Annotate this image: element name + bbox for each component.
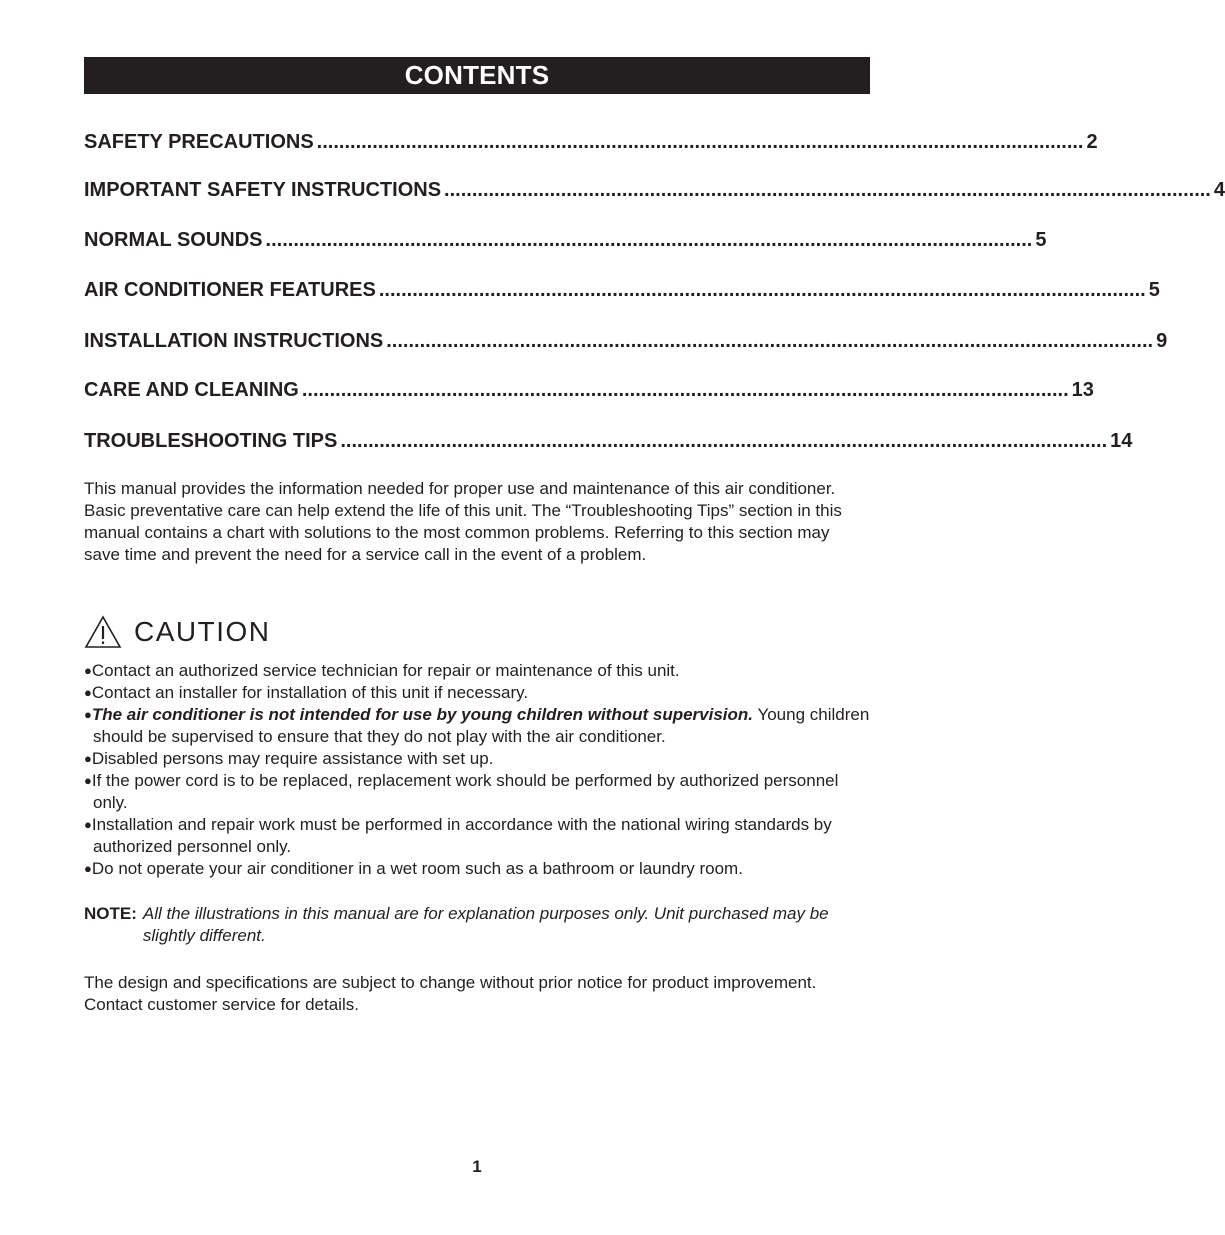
toc-leader-dots: .......................................................................................................................................... (386, 330, 1154, 352)
bullet: ● (84, 773, 92, 788)
toc-leader-dots: .......................................................................................................................................... (444, 179, 1211, 201)
caution-item (84, 770, 874, 814)
caution-item-text: Contact an authorized service technician for repair or maintenance of this unit. (91, 661, 680, 680)
caution-item-text: Installation and repair work must be performed in accordance with the national wiring standards by authorized personnel only. (91, 815, 832, 856)
toc-entry-page: 5 (1035, 229, 1047, 251)
caution-item (84, 704, 874, 748)
intro-paragraph: This manual provides the information needed for proper use and maintenance of this air conditioner. Basic preventative care can help extend the life of this unit. The “Troubleshooting Tips” section in this manual contains a chart with solutions to the most common problems. Referring to this section may save time and prevent the need for a service call in the event of a problem. (84, 479, 842, 564)
toc-entry-page: 4 (1213, 179, 1225, 201)
toc-entry (84, 279, 1160, 305)
toc-entry-title: SAFETY PRECAUTIONS (84, 131, 314, 153)
caution-item (84, 682, 874, 704)
caution-item-text: Do not operate your air conditioner in a wet room such as a bathroom or laundry room. (91, 859, 743, 878)
toc-entry-title: IMPORTANT SAFETY INSTRUCTIONS (84, 179, 442, 201)
toc-leader-dots: .......................................................................................................................................... (378, 279, 1146, 301)
toc-entry-title: CARE AND CLEANING (84, 379, 299, 401)
bullet: ● (84, 861, 92, 876)
caution-item-text: Contact an installer for installation of this unit if necessary. (91, 683, 529, 702)
toc-entry (84, 229, 1047, 255)
toc-entry-title: NORMAL SOUNDS (84, 229, 263, 251)
caution-list (84, 660, 874, 880)
toc-entry-page: 2 (1086, 131, 1098, 153)
bullet: ● (84, 685, 92, 700)
contents-title: CONTENTS (404, 60, 550, 90)
caution-item (84, 660, 874, 682)
caution-item-text: If the power cord is to be replaced, replacement work should be performed by authorized personnel only. (91, 771, 839, 812)
toc-entry-page: 13 (1071, 379, 1094, 401)
caution-item (84, 858, 874, 880)
toc-entry (84, 179, 1225, 205)
caution-item (84, 748, 874, 770)
note-block (84, 903, 864, 947)
toc-entry-title: TROUBLESHOOTING TIPS (84, 430, 338, 452)
toc-leader-dots: .......................................................................................................................................... (301, 379, 1069, 401)
design-notice: The design and specifications are subject to change without prior notice for product improvement. Contact customer service for details. (84, 973, 817, 1014)
toc-entry (84, 131, 1098, 157)
contents-header (84, 57, 870, 94)
page-number: 1 (472, 1157, 482, 1176)
note-label: NOTE: (84, 904, 137, 923)
caution-item-emphasis: The air conditioner is not intended for use by young children without supervision. (91, 705, 754, 724)
note-text: All the illustrations in this manual are for explanation purposes only. Unit purchased may be slightly different. (142, 904, 829, 945)
toc-entry-page: 9 (1156, 330, 1168, 352)
toc-entry (84, 379, 1094, 405)
toc-entry (84, 330, 1168, 356)
caution-title: CAUTION (134, 616, 271, 647)
toc-entry-title: AIR CONDITIONER FEATURES (84, 279, 376, 301)
toc-leader-dots: .......................................................................................................................................... (316, 131, 1084, 153)
toc-entry-page: 14 (1110, 430, 1133, 452)
bullet: ● (84, 707, 92, 722)
toc-entry (84, 430, 1133, 456)
warning-triangle-icon (84, 615, 122, 649)
bullet: ● (84, 751, 92, 766)
caution-item (84, 814, 874, 858)
caution-heading (84, 612, 271, 652)
bullet: ● (84, 817, 92, 832)
toc-entry-title: INSTALLATION INSTRUCTIONS (84, 330, 384, 352)
caution-item-text: Disabled persons may require assistance with set up. (91, 749, 494, 768)
caution-item-text: Young children should be supervised to ensure that they do not play with the air conditioner. (93, 705, 870, 746)
bullet: ● (84, 663, 92, 678)
toc-leader-dots: .......................................................................................................................................... (265, 229, 1033, 251)
toc-leader-dots: .......................................................................................................................................... (340, 430, 1108, 452)
toc-entry-page: 5 (1148, 279, 1160, 301)
